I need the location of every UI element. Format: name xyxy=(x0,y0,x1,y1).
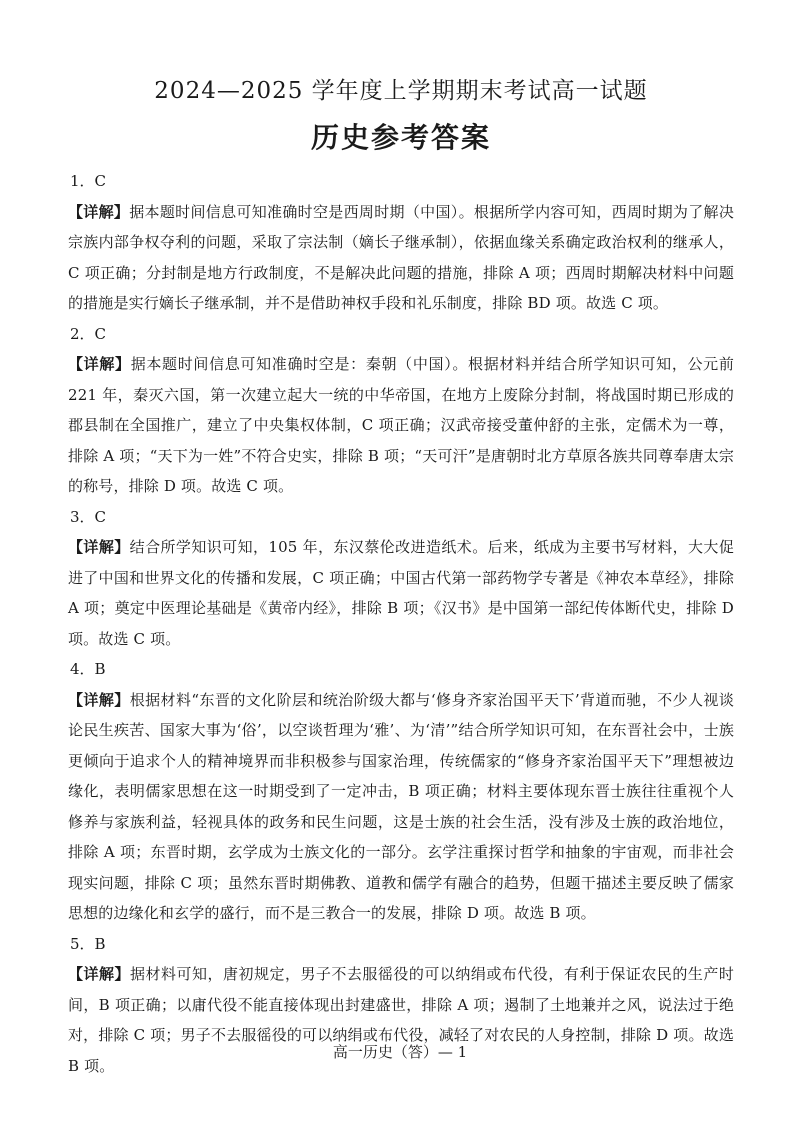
explain-tag: 【详解】 xyxy=(68,690,130,709)
explanation xyxy=(68,197,734,319)
question-1 xyxy=(68,166,734,319)
explain-tag: 【详解】 xyxy=(68,538,130,556)
question-3 xyxy=(68,502,734,655)
subject-title: 历史参考答案 xyxy=(310,121,491,154)
page-footer: 高一历史（答）— 1 xyxy=(332,1043,468,1061)
explanation-text: 结合所学知识可知，105 年，东汉蔡伦改进造纸术。后来，纸成为主要书写材料，大大促进了中国和世界文化的传播和发展，C 项正确；中国古代第一部药物学专著是《神农本草经》，排除 A 项；奠定中医理论基础是《黄帝内经》，排除 B 项；《汉书》是中国第一部纪传体断代史，排除 D 项。故选 C 项。 xyxy=(68,538,734,648)
answer-line: 2．C xyxy=(70,324,107,343)
explanation-text: 据本题时间信息可知准确时空是：秦朝（中国）。根据材料并结合所学知识可知，公元前 221 年，秦灭六国，第一次建立起大一统的中华帝国，在地方上废除分封制，将战国时期已形成的郡县制在全国推广，建立了中央集权体制，C 项正确；汉武帝接受董仲舒的主张，定儒术为一尊，排除 A 项；“天下为一姓”不符合史实，排除 B 项；“天可汗”是唐朝时北方草原各族共同尊奉唐太宗的称号，排除 D 项。故选 C 项。 xyxy=(68,355,734,495)
explanation xyxy=(68,349,734,502)
explanation-text: 据材料可知，唐初规定，男子不去服徭役的可以纳绢或布代役，有利于保证农民的生产时间，B 项正确；以庸代役不能直接体现出封建盛世，排除 A 项；遏制了土地兼并之风，说法过于绝对，排除 C 项；男子不去服徭役的可以纳绢或布代役，减轻了对农民的人身控制，排除 D 项。故选 B 项。 xyxy=(68,965,734,1075)
answer-line: 4．B xyxy=(70,660,106,678)
question-4 xyxy=(68,654,734,929)
exam-title: 2024—2025 学年度上学期期末考试高一试题 xyxy=(154,78,648,104)
explain-tag: 【详解】 xyxy=(68,355,131,373)
explanation xyxy=(68,532,734,654)
explanation-text: 根据材料“东晋的文化阶层和统治阶级大都与‘修身齐家治国平天下’背道而驰，不少人视谈论民生疾苦、国家大事为‘俗’，以空谈哲理为‘雅’、为‘清’”结合所学知识可知，在东晋社会中，士族更倾向于追求个人的精神境界而非积极参与国家治理，传统儒家的“修身齐家治国平天下”理想被边缘化，表明儒家思想在这一时期受到了一定冲击，B 项正确；材料主要体现东晋士族往往重视个人修养与家族利益，轻视具体的政务和民生问题，这是士族的社会生活，没有涉及士族的政治地位，排除 A 项；东晋时期，玄学成为士族文化的一部分。玄学注重探讨哲学和抽象的宇宙观，而非社会现实问题，排除 C 项；虽然东晋时期佛教、道教和儒学有融合的趋势，但题干描述主要反映了儒家思想的边缘化和玄学的盛行，而不是三教合一的发展，排除 D 项。故选 B 项。 xyxy=(68,690,734,922)
explanation xyxy=(68,685,734,929)
question-2 xyxy=(68,319,734,502)
explanation-text: 据本题时间信息可知准确时空是西周时期（中国）。根据所学内容可知，西周时期为了解决宗族内部争权夺利的问题，采取了宗法制（嫡长子继承制），依据血缘关系确定政治权利的继承人，C 项正确；分封制是地方行政制度，不是解决此问题的措施，排除 A 项；西周时期解决材料中问题的措施是实行嫡长子继承制，并不是借助神权手段和礼乐制度，排除 BD 项。故选 C 项。 xyxy=(68,202,734,312)
answer-line: 5．B xyxy=(70,934,106,953)
answer-line: 3．C xyxy=(70,507,107,526)
explain-tag: 【详解】 xyxy=(68,202,130,221)
answer-line: 1．C xyxy=(70,172,107,190)
explain-tag: 【详解】 xyxy=(68,965,130,983)
